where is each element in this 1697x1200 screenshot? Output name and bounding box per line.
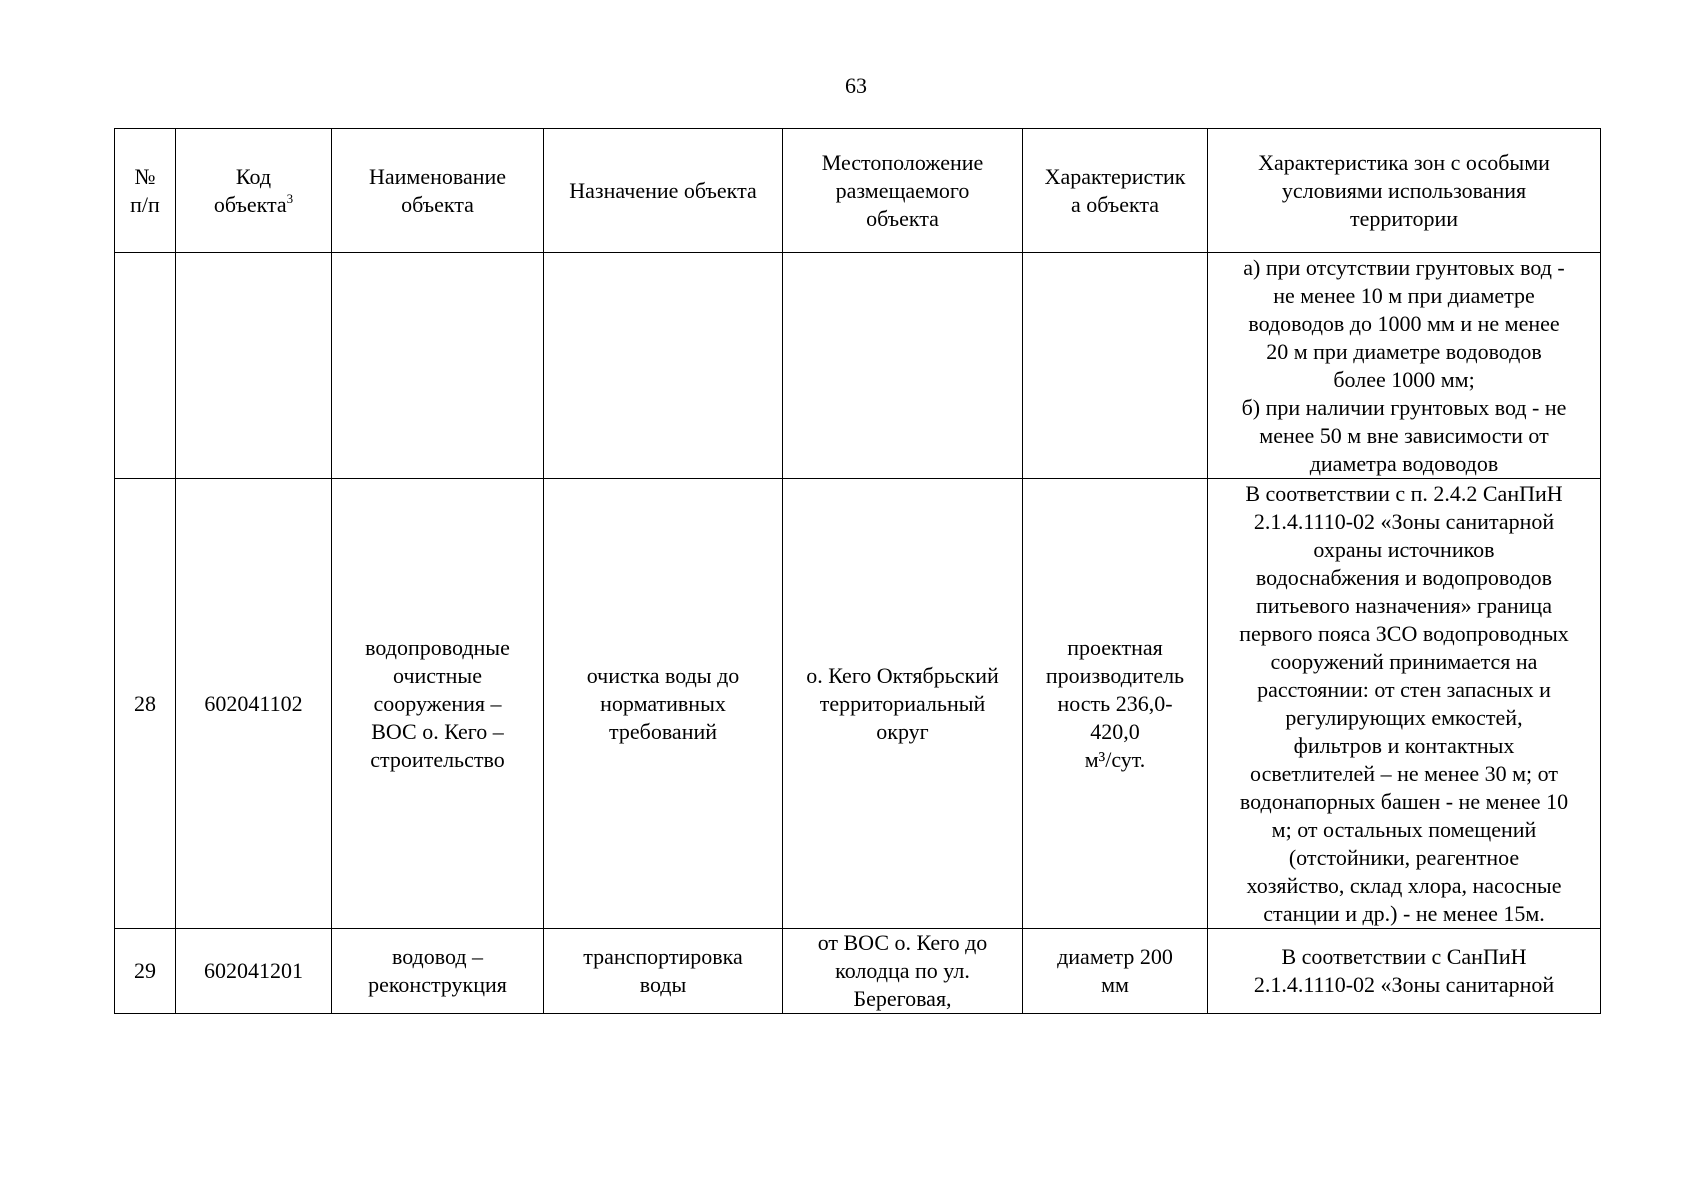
cell-name: водовод – реконструкция xyxy=(332,929,544,1014)
header-characteristic: Характеристик а объекта xyxy=(1023,129,1208,253)
cell-zone xyxy=(1208,479,1601,929)
header-num: № п/п xyxy=(115,129,176,253)
cell-purpose: транспортировка воды xyxy=(544,929,783,1014)
header-location: Местоположение размещаемого объекта xyxy=(783,129,1023,253)
table-row xyxy=(115,929,1601,1014)
cell-code xyxy=(176,253,332,479)
cell-code: 602041102 xyxy=(176,479,332,929)
cell-num: 28 xyxy=(115,479,176,929)
cell-num: 29 xyxy=(115,929,176,1014)
cell-num xyxy=(115,253,176,479)
cell-location: о. Кего Октябрьский территориальный округ xyxy=(783,479,1023,929)
cell-code: 602041201 xyxy=(176,929,332,1014)
header-purpose: Назначение объекта xyxy=(544,129,783,253)
cell-characteristic-text: проектная производитель ность 236,0- 420,0 xyxy=(1045,634,1185,744)
cell-zone xyxy=(1208,929,1601,1014)
cell-purpose: очистка воды до нормативных требований xyxy=(544,479,783,929)
cell-zone xyxy=(1208,253,1601,479)
cell-name: водопроводные очистные сооружения – ВОС о. Кего – строительство xyxy=(332,479,544,929)
cell-name xyxy=(332,253,544,479)
header-name: Наименование объекта xyxy=(332,129,544,253)
table-row xyxy=(115,479,1601,929)
header-code xyxy=(176,129,332,253)
cell-characteristic-text: диаметр 200 мм xyxy=(1057,944,1173,997)
cell-characteristic xyxy=(1023,253,1208,479)
table-row xyxy=(115,253,1601,479)
objects-table xyxy=(114,128,1601,1014)
cell-characteristic xyxy=(1023,929,1208,1014)
header-zone: Характеристика зон с особыми условиями использования территории xyxy=(1208,129,1601,253)
cell-characteristic-unit: м³/сут. xyxy=(1084,746,1146,772)
cell-zone-text: В соответствии с п. 2.4.2 СанПиН 2.1.4.1110-02 «Зоны санитарной охраны источников водоснабжения и водопроводов питьевого назначения» граница первого пояса ЗСО водопроводных сооружений принимается на расстоянии: от стен запасных и регулирующих емкостей, фильтров и контактных осветлителей – не менее 30 м; от водонапорных башен - не менее 10 м; от остальных помещений (отстойники, реагентное хозяйство, склад хлора, насосные станции и др.) - не менее 15м. xyxy=(1239,480,1569,926)
page-number: 63 xyxy=(845,73,867,98)
header-code-footnote: 3 xyxy=(286,190,294,206)
cell-characteristic xyxy=(1023,479,1208,929)
cell-location: от ВОС о. Кего до колодца по ул. Береговая, xyxy=(783,929,1023,1014)
header-code-label: Код объекта xyxy=(213,163,287,217)
cell-purpose xyxy=(544,253,783,479)
cell-location xyxy=(783,253,1023,479)
table-header-row xyxy=(115,129,1601,253)
cell-zone-text: а) при отсутствии грунтовых вод - не менее 10 м при диаметре водоводов до 1000 мм и не менее 20 м при диаметре водоводов более 1000 мм; б) при наличии грунтовых вод - не менее 50 м вне зависимости от диаметра водоводов xyxy=(1241,255,1567,476)
cell-zone-text: В соответствии с СанПиН 2.1.4.1110-02 «Зоны санитарной xyxy=(1253,944,1555,997)
